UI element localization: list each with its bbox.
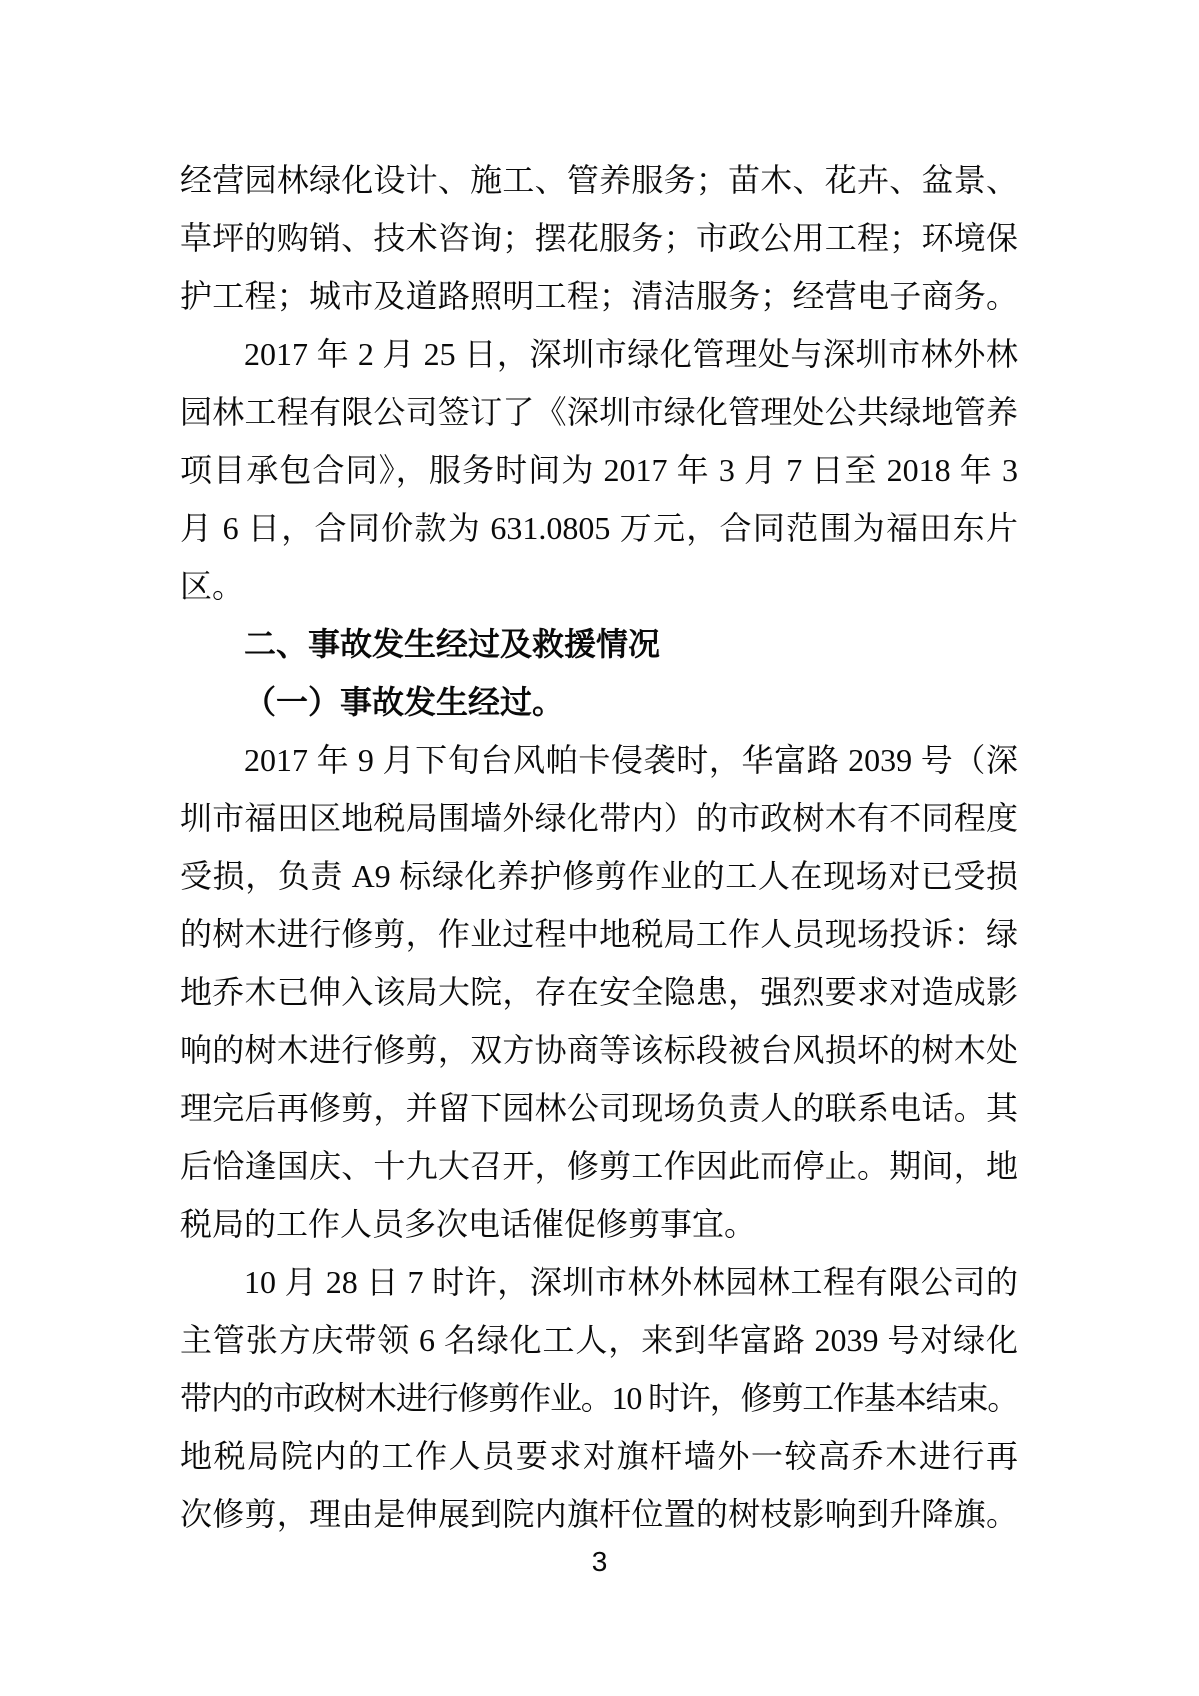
body-line: 的树木进行修剪，作业过程中地税局工作人员现场投诉：绿: [180, 916, 1018, 952]
body-line: 月 6 日，合同价款为 631.0805 万元，合同范围为福田东片: [180, 510, 1018, 546]
text-block: [180, 151, 1018, 1543]
body-line: 护工程；城市及道路照明工程；清洁服务；经营电子商务。: [180, 278, 1018, 314]
body-line: 经营园林绿化设计、施工、管养服务；苗木、花卉、盆景、: [180, 162, 1018, 198]
body-line: 理完后再修剪，并留下园林公司现场负责人的联系电话。其: [180, 1090, 1018, 1126]
body-line: 受损，负责 A9 标绿化养护修剪作业的工人在现场对已受损: [180, 858, 1018, 894]
page-number: 3: [591, 1546, 608, 1577]
body-line: 地乔木已伸入该局大院，存在安全隐患，强烈要求对造成影: [180, 974, 1018, 1010]
body-line: 后恰逢国庆、十九大召开，修剪工作因此而停止。期间，地: [180, 1148, 1018, 1184]
body-line: 税局的工作人员多次电话催促修剪事宜。: [180, 1206, 757, 1242]
body-line: 响的树木进行修剪，双方协商等该标段被台风损坏的树木处: [180, 1032, 1018, 1068]
body-line: 10 月 28 日 7 时许，深圳市林外林园林工程有限公司的: [244, 1264, 1018, 1300]
body-line: 项目承包合同》，服务时间为 2017 年 3 月 7 日至 2018 年 3: [180, 452, 1018, 488]
body-line: 次修剪，理由是伸展到院内旗杆位置的树枝影响到升降旗。: [180, 1496, 1018, 1532]
body-line: 区。: [180, 568, 245, 604]
body-line: 草坪的购销、技术咨询；摆花服务；市政公用工程；环境保: [180, 220, 1018, 256]
body-line: 2017 年 9 月下旬台风帕卡侵袭时，华富路 2039 号（深: [244, 742, 1018, 778]
body-line: 圳市福田区地税局围墙外绿化带内）的市政树木有不同程度: [180, 800, 1018, 836]
body-line: 主管张方庆带领 6 名绿化工人，来到华富路 2039 号对绿化: [180, 1322, 1018, 1358]
body-line: 园林工程有限公司签订了《深圳市绿化管理处公共绿地管养: [180, 394, 1018, 430]
section-heading: 二、事故发生经过及救援情况: [244, 626, 661, 662]
body-line: 2017 年 2 月 25 日，深圳市绿化管理处与深圳市林外林: [244, 336, 1018, 372]
body-line: 带内的市政树木进行修剪作业。10 时许，修剪工作基本结束。: [180, 1380, 1018, 1416]
body-line: 地税局院内的工作人员要求对旗杆墙外一较高乔木进行再: [180, 1438, 1018, 1474]
subsection-heading: （一）事故发生经过。: [244, 684, 565, 720]
